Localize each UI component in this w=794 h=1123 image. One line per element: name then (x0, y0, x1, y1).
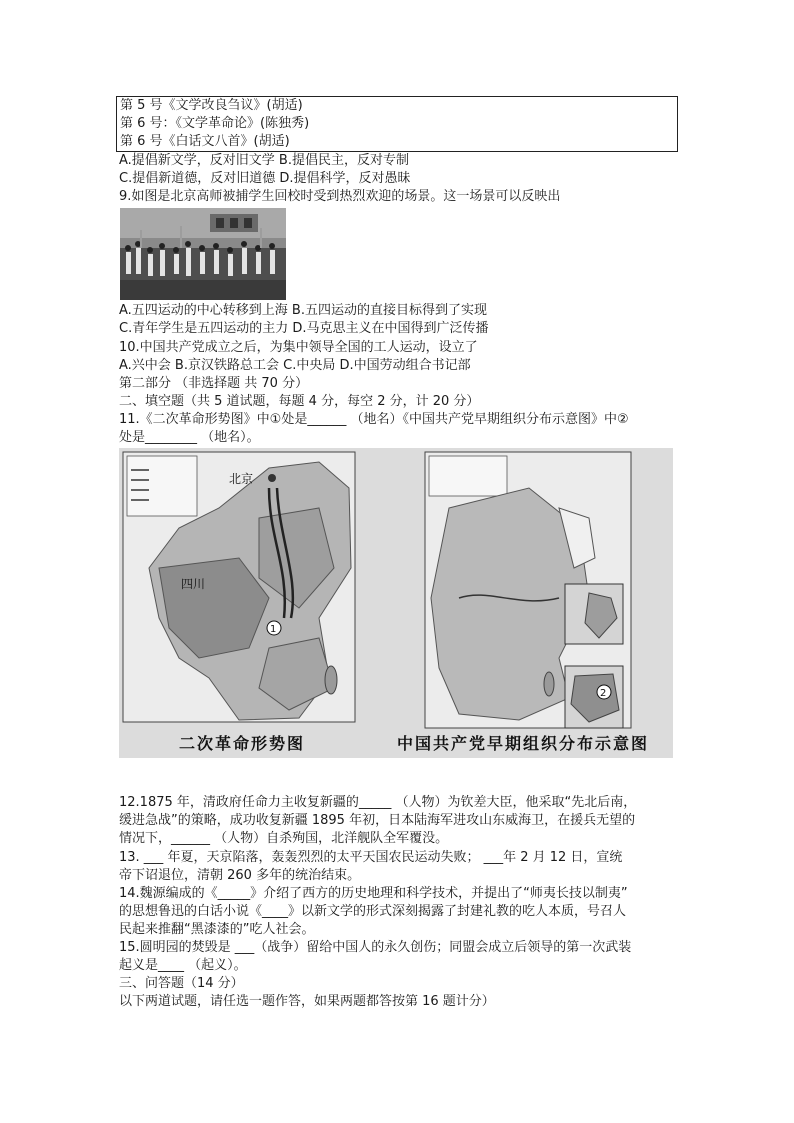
q8-options-2: C.提倡新道德，反对旧道德 D.提倡科学，反对愚昧 (119, 171, 411, 186)
left-map-city-label: 北京 (229, 472, 254, 486)
quote-box (116, 96, 678, 152)
q12-line-1: 12.1875 年，清政府任命力主收复新疆的_____ （人物）为钦差大臣，他采取“先北后南， (119, 795, 637, 810)
q11-line-1: 11.《二次革命形势图》中①处是______ （地名）《中国共产党早期组织分布示意图》中② (119, 412, 629, 427)
box-line-3: 第 6 号《白话文八首》(胡适) (120, 134, 290, 149)
q9-options-2: C.青年学生是五四运动的主力 D.马克思主义在中国得到广泛传播 (119, 321, 489, 336)
left-map-caption: 二次革命形势图 (179, 734, 306, 753)
history-maps-figure (119, 448, 673, 758)
part2-section: 二、填空题（共 5 道试题，每题 4 分，每空 2 分，计 20 分） (119, 394, 480, 409)
q10-options: A.兴中会 B.京汉铁路总工会 C.中央局 D.中国劳动组合书记部 (119, 358, 471, 373)
left-map-region-label: 四川 (181, 577, 206, 591)
q13-line-2: 帝下诏退位，清朝 260 多年的统治结束。 (119, 868, 361, 883)
q8-options-1: A.提倡新文学，反对旧文学 B.提倡民主，反对专制 (119, 153, 409, 168)
q15-line-1: 15.圆明园的焚毁是 ___（战争）留给中国人的永久创伤；同盟会成立后领导的第一次武装 (119, 940, 632, 955)
left-map-marker: 1 (270, 624, 277, 635)
q15-line-2: 起义是____ （起义）。 (119, 958, 247, 973)
part2-title: 第二部分 （非选择题 共 70 分） (119, 376, 309, 391)
q9-stem: 9.如图是北京高师被捕学生回校时受到热烈欢迎的场景。这一场景可以反映出 (119, 189, 561, 204)
q14-line-2: 的思想鲁迅的白话小说《____》以新文学的形式深刻揭露了封建礼教的吃人本质，号召人 (119, 904, 627, 919)
right-map-caption: 中国共产党早期组织分布示意图 (397, 734, 650, 753)
students-welcome-photo (120, 208, 286, 300)
part3-note: 以下两道试题，请任选一题作答，如果两题都答按第 16 题计分） (119, 994, 495, 1009)
q12-line-2: 缓进急战”的策略，成功收复新疆 1895 年初，日本陆海军进攻山东威海卫，在援兵无望的 (119, 813, 636, 828)
q10-stem: 10.中国共产党成立之后，为集中领导全国的工人运动，设立了 (119, 340, 478, 355)
q14-line-1: 14.魏源编成的《_____》介绍了西方的历史地理和科学技术，并提出了“师夷长技以制夷” (119, 886, 628, 901)
part3-title: 三、问答题（14 分） (119, 976, 244, 991)
q12-line-3: 情况下，______ （人物）自杀殉国，北洋舰队全军覆没。 (119, 831, 449, 846)
q11-line-2: 处是________ （地名）。 (119, 430, 260, 445)
q14-line-3: 民起来推翻“黑漆漆的”吃人社会。 (119, 922, 315, 937)
box-line-2: 第 6 号：《文学革命论》(陈独秀) (120, 116, 310, 131)
q13-line-1: 13. ___ 年夏，天京陷落，轰轰烈烈的太平天国农民运动失败； ___年 2 月 12 日，宣统 (119, 850, 623, 865)
right-map-marker: 2 (600, 688, 607, 699)
box-line-1: 第 5 号《文学改良刍议》(胡适) (120, 98, 303, 113)
q9-options-1: A.五四运动的中心转移到上海 B.五四运动的直接目标得到了实现 (119, 303, 487, 318)
